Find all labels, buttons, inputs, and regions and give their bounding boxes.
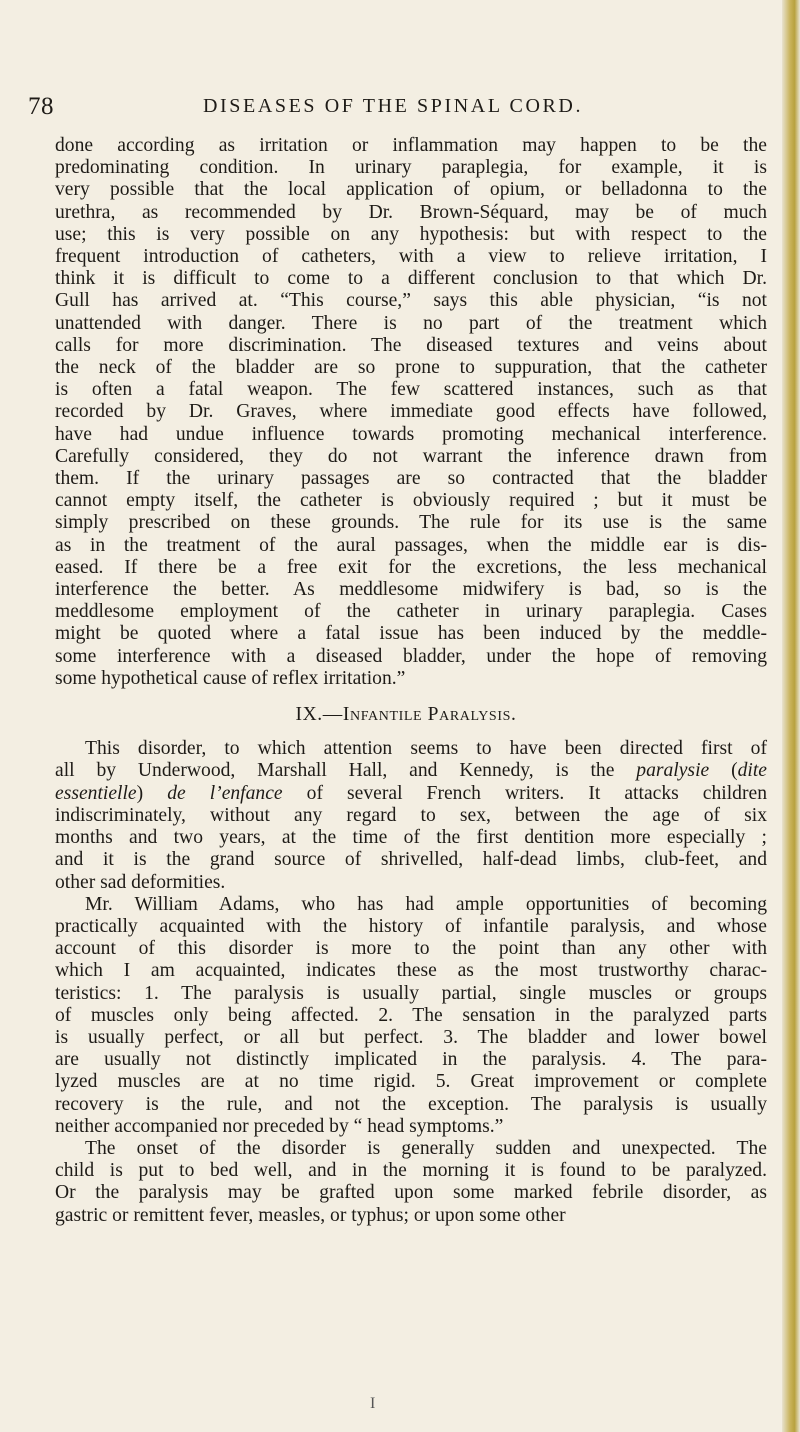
paragraph-2-rest xyxy=(55,805,767,894)
text-line: and it is the grand source of shrivelled, half-dead limbs, club-feet, and xyxy=(55,849,767,871)
paragraph-1 xyxy=(55,135,767,690)
page-edge xyxy=(782,0,800,1432)
paragraph-3 xyxy=(55,894,767,1138)
text-line: might be quoted where a fatal issue has been induced by the meddle- xyxy=(55,623,767,645)
text-line: done according as irritation or inflammation may happen to be the xyxy=(55,135,767,156)
italic-term: de l’enfance xyxy=(167,782,283,804)
text-line: the neck of the bladder are so prone to suppuration, that the catheter xyxy=(55,357,767,379)
text-line: lyzed muscles are at no time rigid. 5. Great improvement or complete xyxy=(55,1071,767,1093)
text-line: practically acquainted with the history of infantile paralysis, and whose xyxy=(55,915,767,937)
text-line: months and two years, at the time of the first dentition more especially ; xyxy=(55,827,767,849)
text-line: think it is difficult to come to a different conclusion to that which Dr. xyxy=(55,268,767,290)
text-line: frequent introduction of catheters, with a view to relieve irritation, I xyxy=(55,246,767,268)
text-line: teristics: 1. The paralysis is usually partial, single muscles or groups xyxy=(55,982,767,1004)
text-line: unattended with danger. There is no part of the treatment which xyxy=(55,312,767,334)
italic-term: essentielle xyxy=(55,782,137,804)
text-line: is usually perfect, or all but perfect. 3. The bladder and lower bowel xyxy=(55,1026,767,1048)
text-line: recorded by Dr. Graves, where immediate good effects have followed, xyxy=(55,401,767,423)
text-line: them. If the urinary passages are so contracted that the bladder xyxy=(55,468,767,490)
text-line: simply prescribed on these grounds. The rule for its use is the same xyxy=(55,512,767,534)
section-number: IX.— xyxy=(295,704,343,726)
text-line: urethra, as recommended by Dr. Brown-Séquard, may be of much xyxy=(55,201,767,223)
text-line: indiscriminately, without any regard to sex, between the age of six xyxy=(55,804,767,826)
text-run: ) xyxy=(136,782,168,804)
section-heading xyxy=(55,704,767,726)
text-line: The onset of the disorder is generally sudden and unexpected. The xyxy=(85,1137,767,1159)
text-line: Or the paralysis may be grafted upon some marked febrile disorder, as xyxy=(55,1182,767,1204)
italic-term: dite xyxy=(737,760,767,782)
text-line: Mr. William Adams, who has had ample opportunities of becoming xyxy=(85,893,767,915)
footer-mark: I xyxy=(370,1395,376,1412)
text-run: all by Underwood, Marshall Hall, and Kennedy, is the xyxy=(55,760,637,782)
text-line: account of this disorder is more to the point than any other with xyxy=(55,938,767,960)
running-title: DISEASES OF THE SPINAL CORD. xyxy=(203,95,584,117)
text-line: calls for more discrimination. The diseased textures and veins about xyxy=(55,334,767,356)
text-line: neither accompanied nor preceded by “ head symptoms.” xyxy=(55,1115,504,1137)
text-line xyxy=(55,760,767,782)
text-line: eased. If there be a free exit for the excretions, the less mechanical xyxy=(55,556,767,578)
text-line: as in the treatment of the aural passages, when the middle ear is dis- xyxy=(55,534,767,556)
text-line: Carefully considered, they do not warrant the inference drawn from xyxy=(55,445,767,467)
text-line: some hypothetical cause of reflex irritation.” xyxy=(55,667,406,689)
text-line: have had undue influence towards promoting mechanical interference. xyxy=(55,423,767,445)
text-line: which I am acquainted, indicates these as the most trustworthy charac- xyxy=(55,960,767,982)
text-line: is often a fatal weapon. The few scattered instances, such as that xyxy=(55,379,767,401)
page-header xyxy=(28,93,770,123)
text-run: of several French writers. It attacks children xyxy=(282,782,767,804)
text-line xyxy=(55,783,767,805)
paragraph-2 xyxy=(55,738,767,893)
text-line: interference the better. As meddlesome midwifery is bad, so is the xyxy=(55,579,767,601)
text-line: use; this is very possible on any hypothesis: but with respect to the xyxy=(55,223,767,245)
text-line: child is put to bed well, and in the morning it is found to be paralyzed. xyxy=(55,1160,767,1182)
text-line: some interference with a diseased bladder, under the hope of removing xyxy=(55,645,767,667)
text-line: of muscles only being affected. 2. The sensation in the paralyzed parts xyxy=(55,1004,767,1026)
text-line: meddlesome employment of the catheter in urinary paraplegia. Cases xyxy=(55,601,767,623)
page-number: 78 xyxy=(28,93,54,120)
body-text xyxy=(55,135,767,1227)
section-title-word-1: Infantile xyxy=(342,704,423,726)
text-line: This disorder, to which attention seems to have been directed first of xyxy=(85,738,767,760)
text-line: Gull has arrived at. “This course,” says this able physician, “is not xyxy=(55,290,767,312)
italic-term: paralysie xyxy=(636,760,710,782)
text-line: other sad deformities. xyxy=(55,871,226,893)
text-line: very possible that the local application of opium, or belladonna to the xyxy=(55,179,767,201)
text-line: predominating condition. In urinary paraplegia, for example, it is xyxy=(55,157,767,179)
text-line: cannot empty itself, the catheter is obviously required ; but it must be xyxy=(55,490,767,512)
text-line: gastric or remittent fever, measles, or typhus; or upon some other xyxy=(55,1204,566,1226)
text-run: ( xyxy=(709,760,738,782)
text-line: are usually not distinctly implicated in the paralysis. 4. The para- xyxy=(55,1049,767,1071)
section-title-word-2: Paralysis. xyxy=(427,704,517,726)
text-line: recovery is the rule, and not the exception. The paralysis is usually xyxy=(55,1093,767,1115)
paragraph-4 xyxy=(55,1138,767,1227)
